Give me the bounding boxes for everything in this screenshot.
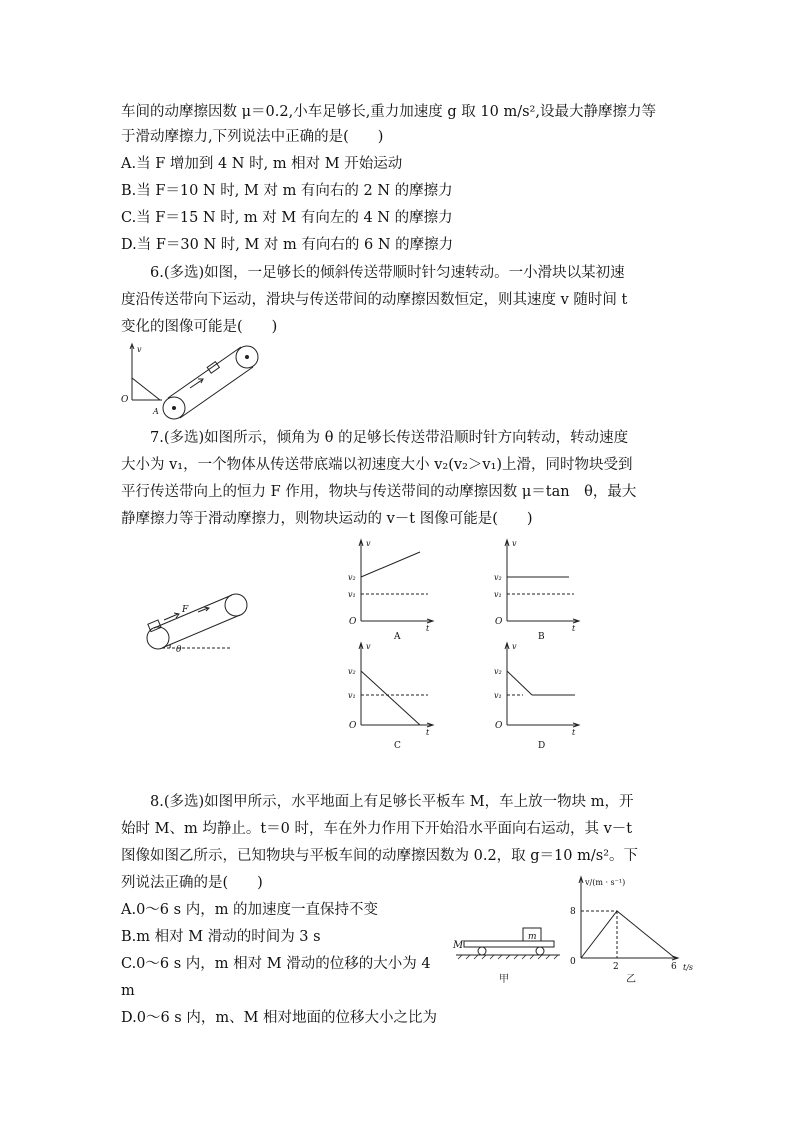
q7a-label: A (394, 632, 401, 642)
q6-conveyor-belt (163, 346, 258, 419)
q6-o-label: O (121, 395, 129, 405)
q8-figure-jia (452, 920, 564, 990)
q5-option-c: C.当 F＝15 N 时, m 对 M 有向左的 4 N 的摩擦力 (121, 210, 453, 226)
q8-option-d: D.0～6 s 内，m、M 相对地面的位移大小之比为 (121, 1010, 438, 1026)
q5-option-a: A.当 F 增加到 4 N 时, m 相对 M 开始运动 (121, 156, 403, 172)
q8-jia-big-m: M (453, 940, 464, 951)
q7-stem-line-3: 平行传送带向上的恒力 F 作用，物块与传送带间的动摩擦因数 μ＝tan θ，最大 (121, 484, 637, 500)
q7-belt-figure (140, 585, 260, 665)
q7d-v1: v₁ (494, 691, 502, 700)
q7-graph-b (486, 537, 596, 647)
q8-yi-tick-6: 6 (671, 962, 677, 972)
q8-option-b: B.m 相对 M 滑动的时间为 3 s (121, 929, 321, 945)
q8-yi-tick-8: 8 (570, 907, 576, 917)
q7b-v2: v₂ (494, 573, 502, 582)
q7d-label: D (538, 741, 546, 751)
q7-stem-line-2: 大小为 v₁，一个物体从传送带底端以初速度大小 v₂(v₂＞v₁)上滑，同时物块受到 (121, 457, 633, 473)
q7-graph-d (486, 640, 596, 752)
q6-pulley-center-dot (172, 406, 176, 410)
q7-graph-c (340, 640, 450, 752)
q7b-t: t (572, 624, 576, 633)
q7a-v2: v₂ (348, 573, 356, 582)
q7d-v2: v₂ (494, 667, 502, 676)
q8-yi-x-axis: t/s (683, 963, 694, 972)
q7b-label: B (538, 632, 545, 642)
q8-option-a: A.0～6 s 内，m 的加速度一直保持不变 (121, 902, 379, 918)
q7c-t: t (426, 728, 430, 737)
q8-jia-caption: 甲 (499, 974, 509, 985)
q7a-o: O (349, 617, 357, 627)
q7d-t: t (572, 728, 576, 737)
q7-f-label: F (182, 605, 189, 615)
q7b-v1: v₁ (494, 590, 502, 599)
q8-figure-yi (565, 872, 705, 987)
q7b-v: v (512, 539, 517, 548)
q6-pulley-center-dot (245, 355, 249, 359)
q6-stem-line-3: 变化的图像可能是( ) (121, 319, 278, 335)
q8-yi-y-axis: v/(m · s⁻¹) (585, 878, 626, 887)
q7a-t: t (426, 624, 430, 633)
q6-figure (120, 340, 270, 420)
q7d-o: O (495, 721, 503, 731)
q7c-v1: v₁ (348, 691, 356, 700)
q8-option-c: C.0～6 s 内，m 相对 M 滑动的位移的大小为 4 (121, 956, 431, 972)
q5-stem-line-2: 于滑动摩擦力,下列说法中正确的是( ) (121, 129, 384, 145)
q7-theta-label: θ (176, 645, 182, 655)
q7d-v: v (512, 642, 517, 651)
q6-vt-axes (130, 344, 162, 400)
q7b-o: O (495, 617, 503, 627)
q6-v-label: v (137, 345, 142, 354)
q7c-o: O (349, 721, 357, 731)
q7c-label: C (394, 741, 401, 751)
q7a-v: v (366, 539, 371, 548)
q5-option-d: D.当 F＝30 N 时, M 对 m 有向右的 6 N 的摩擦力 (121, 237, 454, 253)
q7-graph-a (340, 537, 450, 647)
q8-yi-tick-2: 2 (613, 962, 619, 972)
q7-stem-line-1: 7.(多选)如图所示，倾角为 θ 的足够长传送带沿顺时针方向转动，转动速度 (150, 430, 629, 446)
q6-stem-line-2: 度沿传送带向下运动，滑块与传送带间的动摩擦因数恒定，则其速度 v 随时间 t (121, 292, 628, 308)
q5-stem-line-1: 车间的动摩擦因数 μ＝0.2,小车足够长,重力加速度 g 取 10 m/s²,设最大静摩擦力等 (121, 104, 656, 120)
q8-stem-line-1: 8.(多选)如图甲所示，水平地面上有足够长平板车 M，车上放一物块 m，开 (150, 794, 634, 810)
q7c-v: v (366, 642, 371, 651)
q6-stem-line-1: 6.(多选)如图，一足够长的倾斜传送带顺时针匀速转动。一小滑块以某初速 (150, 265, 625, 281)
q8-stem-line-3: 图像如图乙所示，已知物块与平板车间的动摩擦因数为 0.2，取 g＝10 m/s²。下 (121, 848, 639, 864)
q8-yi-origin: 0 (570, 957, 576, 967)
q5-option-b: B.当 F＝10 N 时, M 对 m 有向右的 2 N 的摩擦力 (121, 183, 453, 199)
q8-stem-line-2: 始时 M、m 均静止。t＝0 时，车在外力作用下开始沿水平面向右运动，其 v－t (121, 821, 633, 837)
q8-option-c-continued: m (121, 983, 135, 999)
q8-jia-m: m (528, 932, 537, 942)
q6-a-label: A (153, 407, 159, 416)
q8-yi-caption: 乙 (626, 974, 636, 985)
q7-stem-line-4: 静摩擦力等于滑动摩擦力，则物块运动的 v－t 图像可能是( ) (121, 511, 533, 527)
q7c-v2: v₂ (348, 667, 356, 676)
q7a-v1: v₁ (348, 590, 356, 599)
q8-stem-line-4: 列说法正确的是( ) (121, 875, 263, 891)
